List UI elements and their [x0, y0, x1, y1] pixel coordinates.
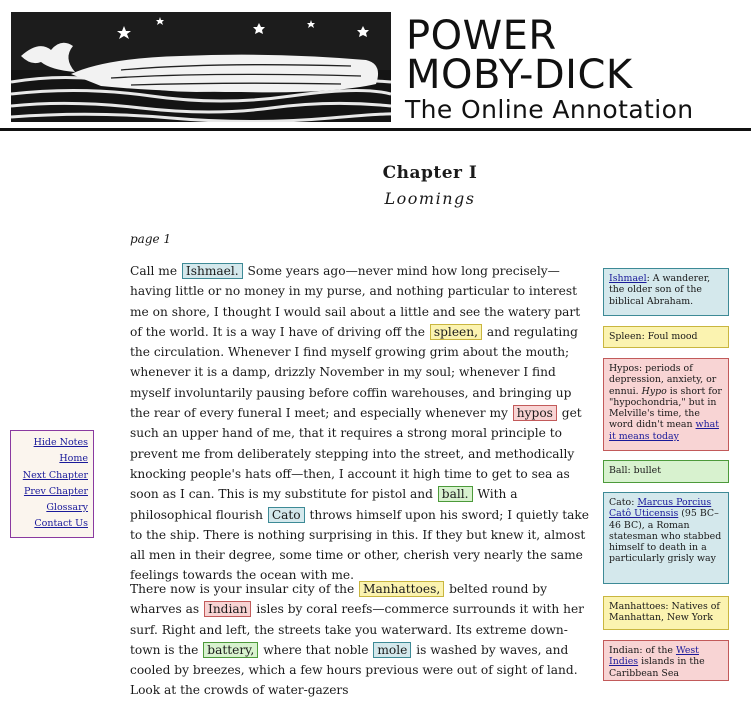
annotation-indian[interactable]: Indian: [204, 601, 251, 617]
hide-notes-link[interactable]: Hide Notes: [33, 437, 88, 448]
chapter-title: Chapter I: [382, 163, 478, 183]
chapter-nav: [10, 430, 94, 538]
note-cato-link[interactable]: Marcus Porcius Catô Uticensis: [609, 497, 712, 520]
paragraph-2: There now is your insular city of the Manhattoes, belted round by wharves as Indian isles by coral reefs—commerce surrounds it with her surf. Right and left, the streets take you waterward. Its extreme down-town is the battery, where that noble mole is washed by waves, and cooled by breezes, which a few hours previous were out of sight of land. Look at the crowds of water-gazers: [130, 582, 584, 698]
whale-woodcut-image: [11, 12, 391, 122]
note-cato: Cato: Marcus Porcius Catô Uticensis (95 BC–46 BC), a Roman statesman who stabbed himself to death in a particularly grisly way: [603, 492, 729, 584]
site-title-line-1: POWER: [406, 13, 557, 59]
note-indian-link[interactable]: West Indies: [609, 645, 699, 668]
page-label: page 1: [130, 232, 172, 246]
note-ball: Ball: bullet: [603, 460, 729, 483]
note-hypos: Hypos: periods of depression, anxiety, or ennui. Hypo is short for "hypochondria," but in Melville's time, the word didn't mean what it means today: [603, 358, 729, 451]
annotation-battery[interactable]: battery,: [203, 642, 258, 658]
home-link[interactable]: Home: [59, 453, 88, 465]
note-ishmael: Ishmael: A wanderer, the older son of the biblical Abraham.: [603, 268, 729, 316]
note-spleen: Spleen: Foul mood: [603, 326, 729, 348]
annotation-hypos[interactable]: hypos: [513, 405, 557, 421]
site-title-line-2: MOBY-DICK: [406, 52, 633, 98]
annotation-spleen[interactable]: spleen,: [430, 324, 482, 340]
annotation-ishmael[interactable]: Ishmael.: [182, 263, 243, 279]
chapter-subtitle: Loomings: [384, 189, 476, 208]
annotation-cato[interactable]: Cato: [268, 507, 305, 523]
note-ishmael-term-link[interactable]: Ishmael: [609, 273, 647, 284]
site-header: [0, 0, 751, 130]
note-hypos-link[interactable]: what it means today: [609, 419, 719, 442]
contact-us-link[interactable]: Contact Us: [34, 518, 88, 530]
annotation-manhattoes[interactable]: Manhattoes,: [359, 581, 444, 597]
note-indian: Indian: of the West Indies islands in the Caribbean Sea: [603, 640, 729, 681]
next-chapter-link[interactable]: Next Chapter: [22, 469, 88, 481]
annotation-mole[interactable]: mole: [373, 642, 411, 658]
prev-chapter-link[interactable]: Prev Chapter: [23, 485, 88, 497]
annotation-ball[interactable]: ball.: [438, 486, 473, 502]
site-subtitle: The Online Annotation: [405, 95, 694, 124]
paragraph-1: Call me Ishmael. Some years ago—never mind how long precisely—having little or no money in my purse, and nothing particular to interest me on shore, I thought I would sail about a little and see the watery part of the world. It is a way I have of driving off the spleen, and regulating the circulation. Whenever I find myself growing grim about the mouth; whenever it is a damp, drizzly November in my soul; whenever I find myself involuntarily pausing before coffin warehouses, and bringing up the rear of every funeral I meet; and especially whenever my hypos get such an upper hand of me, that it requires a strong moral principle to prevent me from deliberately stepping into the street, and methodically knocking people's hats off—then, I account it high time to get to sea as soon as I can. This is my substitute for pistol and ball. With a philosophical flourish Cato throws himself upon his sword; I quietly take to the ship. There is nothing surprising in this. If they but knew it, almost all men in their degree, some time or other, cherish very nearly the same feelings towards the ocean with me.: [130, 264, 590, 583]
glossary-link[interactable]: Glossary: [46, 502, 88, 514]
note-manhattoes: Manhattoes: Natives of Manhattan, New York: [603, 596, 729, 630]
header-divider: [0, 128, 751, 131]
